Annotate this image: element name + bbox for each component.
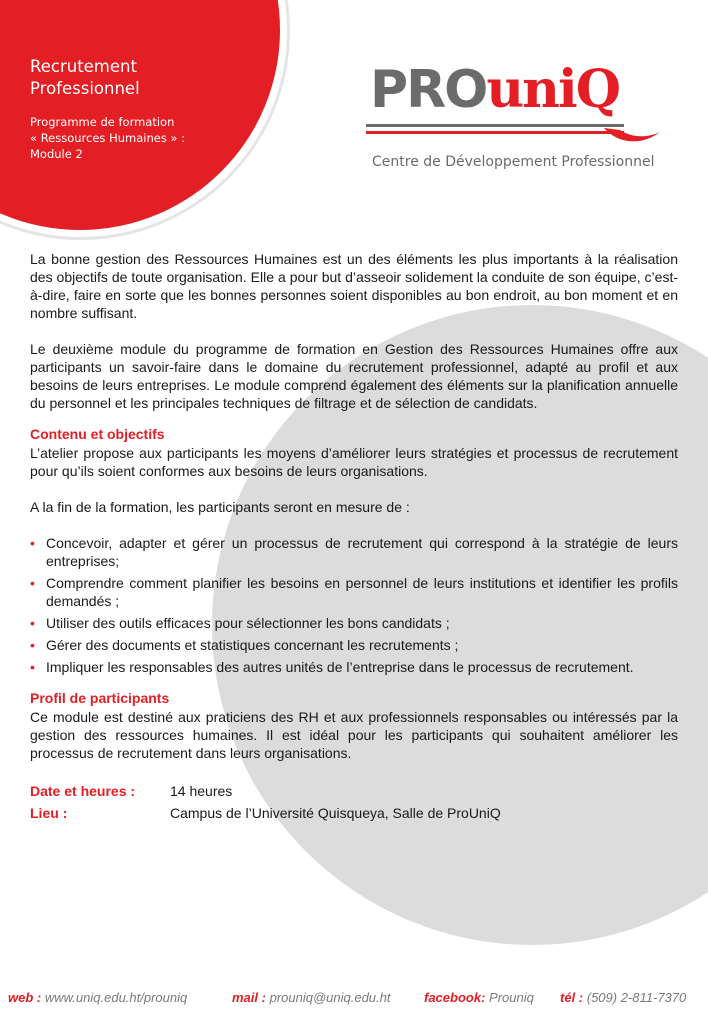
logo-swoosh-icon bbox=[598, 66, 668, 146]
lieu-row bbox=[30, 802, 678, 824]
lieu-label: Lieu : bbox=[30, 805, 68, 821]
footer-web bbox=[8, 990, 187, 1005]
list-item: • Gérer des documents et statistiques concernant les recrutements ; bbox=[30, 637, 459, 653]
footer-tel bbox=[560, 990, 686, 1005]
profil-paragraph: Ce module est destiné aux praticiens des RH et aux professionnels responsables ou intéressés par la gestion des ressources humaines. Il est idéal pour les participants qui souhaitent améliorer les processus de recrutement dans leurs organisations. bbox=[30, 709, 678, 761]
footer-facebook bbox=[424, 990, 534, 1005]
mail-label: mail : bbox=[232, 990, 266, 1005]
logo-gray-rule bbox=[366, 124, 624, 127]
facebook-label: facebook: bbox=[424, 990, 486, 1005]
section-title-profil: Profil de participants bbox=[30, 690, 170, 706]
header-title-line2: Professionnel bbox=[30, 79, 140, 98]
web-label: web : bbox=[8, 990, 42, 1005]
facebook-link[interactable]: Prouniq bbox=[489, 990, 534, 1005]
bullet-icon: • bbox=[30, 615, 35, 631]
tel-label: tél : bbox=[560, 990, 584, 1005]
web-link[interactable]: www.uniq.edu.ht/prouniq bbox=[44, 990, 188, 1005]
bullet-icon: • bbox=[30, 535, 35, 551]
header-sub-line3: Module 2 bbox=[30, 147, 83, 161]
prouniq-logo bbox=[366, 58, 666, 178]
list-item: • Utiliser des outils efficaces pour sélectionner les bons candidats ; bbox=[30, 615, 450, 631]
header-sub-line2: « Ressources Humaines » : bbox=[30, 131, 186, 145]
footer-mail bbox=[232, 990, 391, 1005]
date-row bbox=[30, 780, 678, 802]
module-paragraph: Le deuxième module du programme de formation en Gestion des Ressources Humaines offre aux participants un savoir-faire dans le domaine du recrutement professionnel, adapté au profil et aux besoins de leurs entreprises. Le module comprend également des éléments sur la planification annuelle du personnel et les principales techniques de filtrage et de sélection de candidats. bbox=[30, 341, 678, 411]
logo-pro: PRO bbox=[370, 60, 487, 120]
header-title bbox=[30, 56, 140, 100]
header-title-line1: Recrutement bbox=[30, 57, 137, 76]
section-title-contenu: Contenu et objectifs bbox=[30, 426, 165, 442]
list-item: • Impliquer les responsables des autres unités de l’entreprise dans le processus de recrutement. bbox=[30, 659, 634, 675]
tel-value: (509) 2-811-7370 bbox=[586, 990, 687, 1005]
list-item: • Concevoir, adapter et gérer un processus de recrutement qui correspond à la stratégie de leurs entreprises; bbox=[30, 535, 678, 569]
mail-link[interactable]: prouniq@uniq.edu.ht bbox=[269, 990, 391, 1005]
logo-tagline: Centre de Développement Professionnel bbox=[372, 154, 655, 170]
header-sub-line1: Programme de formation bbox=[30, 115, 175, 129]
bullet-icon: • bbox=[30, 575, 35, 591]
lieu-value: Campus de l’Université Quisqueya, Salle de ProUniQ bbox=[170, 805, 501, 821]
date-value: 14 heures bbox=[170, 783, 233, 799]
objectives-list bbox=[30, 534, 678, 676]
list-item: • Comprendre comment planifier les besoins en personnel de leurs institutions et identifier les profils demandés ; bbox=[30, 575, 678, 609]
header-subtitle bbox=[30, 114, 185, 162]
logo-wordmark bbox=[370, 58, 619, 122]
atelier-paragraph: L’atelier propose aux participants les moyens d’améliorer leurs stratégies et processus de recrutement pour qu’ils soient conformes aux besoins de leurs organisations. bbox=[30, 445, 678, 479]
bullet-icon: • bbox=[30, 659, 35, 675]
objectives-intro: A la fin de la formation, les participants seront en mesure de : bbox=[30, 499, 410, 515]
date-label: Date et heures : bbox=[30, 783, 136, 799]
intro-paragraph: La bonne gestion des Ressources Humaines est un des éléments les plus importants à la réalisation des objectifs de toute organisation. Elle a pour but d’asseoir solidement la conduite de son équipe, c’est-à-dire, faire en sorte que les bonnes personnes soient disponibles au bon endroit, au bon moment et en nombre suffisant. bbox=[30, 251, 678, 321]
logo-uni: uniQ bbox=[486, 59, 620, 120]
main-content bbox=[30, 250, 678, 824]
logo-red-rule bbox=[366, 131, 624, 134]
bullet-icon: • bbox=[30, 637, 35, 653]
